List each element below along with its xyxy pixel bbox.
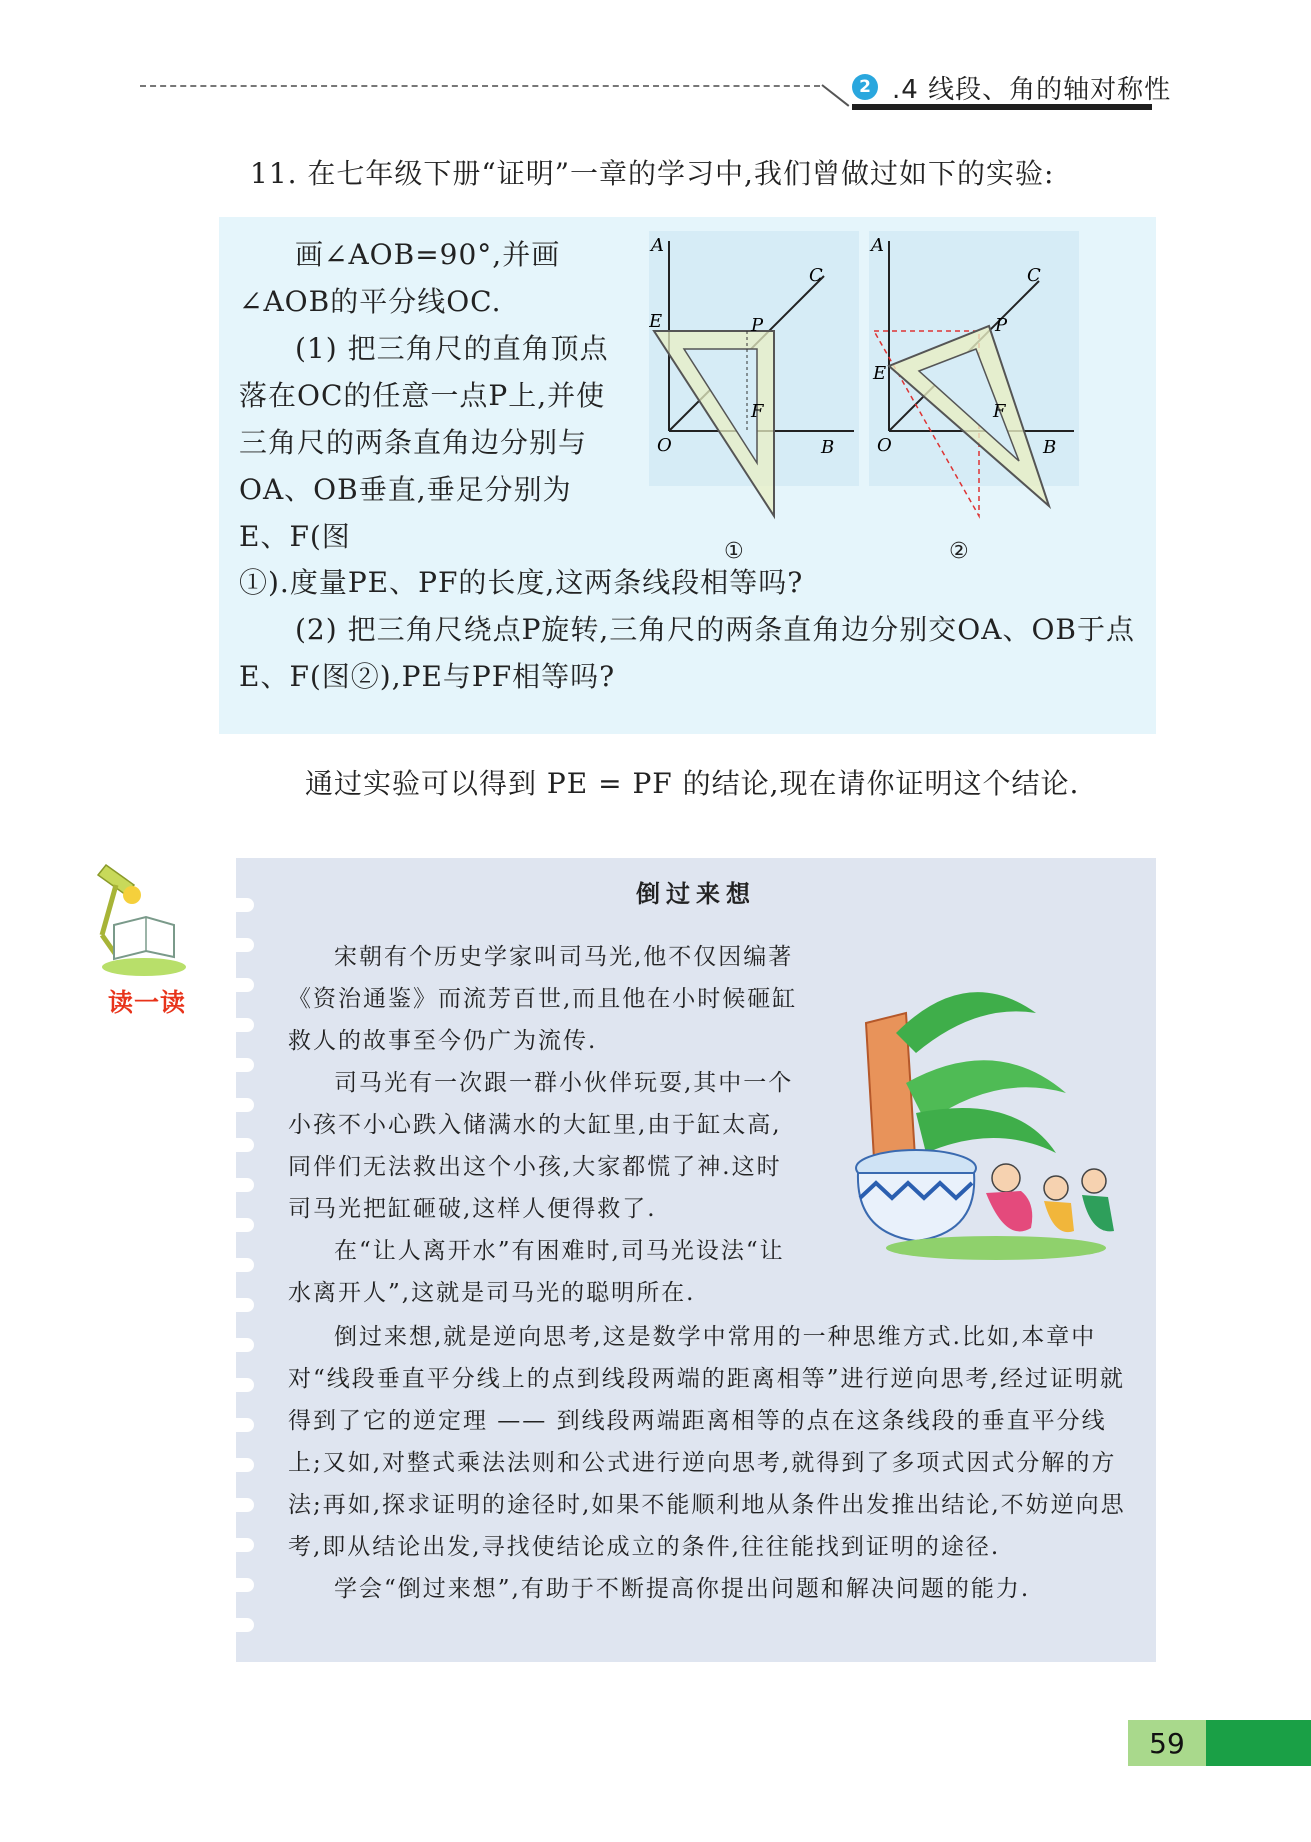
problem-intro: 11. 在七年级下册“证明”一章的学习中,我们曾做过如下的实验: xyxy=(250,157,1055,190)
chapter-badge: 2 xyxy=(852,74,878,100)
notebook-punch xyxy=(226,1138,254,1152)
notebook-punch xyxy=(226,1018,254,1032)
notebook-punch xyxy=(226,1378,254,1392)
fig2-label-b: B xyxy=(1043,437,1057,458)
header-dashed-rule xyxy=(140,85,820,87)
fig1-label-e: E xyxy=(649,311,663,332)
notebook-punch xyxy=(226,1618,254,1632)
notebook-punch xyxy=(226,1418,254,1432)
story-wide xyxy=(288,1316,1128,1610)
experiment-text-full xyxy=(239,559,1139,700)
figure-1-label: ① xyxy=(724,539,744,564)
fig2-label-o: O xyxy=(877,435,892,456)
part1-text-end: ①).度量PE、PF的长度,这两条线段相等吗? xyxy=(239,566,804,599)
fig1-label-p: P xyxy=(751,315,764,336)
reading-box xyxy=(236,858,1156,1662)
story-paragraph: 在“让人离开水”有困难时,司马光设法“让水离开人”,这就是司马光的聪明所在. xyxy=(288,1238,785,1306)
reading-title: 倒过来想 xyxy=(636,880,756,908)
read-label: 读一读 xyxy=(108,988,187,1017)
notebook-punch xyxy=(226,1218,254,1232)
figures-svg xyxy=(649,231,1089,591)
notebook-punch xyxy=(226,1458,254,1472)
story-paragraph: 倒过来想,就是逆向思考,这是数学中常用的一种思维方式.比如,本章中对“线段垂直平分线上的点到线段两端的距离相等”进行逆向思考,经过证明就得到了它的逆定理 —— 到线段两端距离相等的点在这条线段的垂直平分线上;又如,对整式乘法法则和公式进行逆向思考,就得到了多项式因式分解的方法;再如,探求证明的途径时,如果不能顺利地从条件出发推出结论,不妨逆向思考,即从结论出发,寻找使结论成立的条件,往往能找到证明的途径. xyxy=(288,1324,1126,1560)
draw-instruction: 画∠AOB=90°,并画∠AOB的平分线OC. xyxy=(239,238,561,318)
fig2-label-f: F xyxy=(993,401,1006,422)
notebook-punch xyxy=(226,1298,254,1312)
fig2-label-e: E xyxy=(873,363,887,384)
fig1-label-c: C xyxy=(809,265,823,286)
notebook-punch xyxy=(226,1578,254,1592)
notebook-punch xyxy=(226,1538,254,1552)
part1-text: (1) 把三角尺的直角顶点落在OC的任意一点P上,并使三角尺的两条直角边分别与OA、OB垂直,垂足分别为E、F(图 xyxy=(239,332,609,553)
part2-text: (2) 把三角尺绕点P旋转,三角尺的两条直角边分别交OA、OB于点E、F(图②),PE与PF相等吗? xyxy=(239,613,1136,693)
notebook-punch xyxy=(226,978,254,992)
notebook-punch xyxy=(226,1178,254,1192)
fig1-label-f: F xyxy=(751,401,764,422)
notebook-punch xyxy=(226,1098,254,1112)
lamp-book-icon xyxy=(76,855,196,989)
page-number-bar xyxy=(1206,1720,1311,1766)
fig1-label-o: O xyxy=(657,435,672,456)
notebook-punch xyxy=(226,1338,254,1352)
figure-2-label: ② xyxy=(949,539,969,564)
story-paragraph: 司马光有一次跟一群小伙伴玩耍,其中一个小孩不小心跌入储满水的大缸里,由于缸太高,同伴们无法救出这个小孩,大家都慌了神.这时司马光把缸砸破,这样人便得救了. xyxy=(288,1070,794,1222)
fig2-label-a: A xyxy=(871,235,884,256)
experiment-box xyxy=(219,217,1156,734)
section-header xyxy=(852,70,1171,104)
experiment-text-left xyxy=(239,231,619,560)
header-slant-rule xyxy=(821,84,849,107)
fig1-label-b: B xyxy=(821,437,835,458)
notebook-punch xyxy=(226,1058,254,1072)
fig1-label-a: A xyxy=(651,235,664,256)
section-title: .4 线段、角的轴对称性 xyxy=(892,74,1172,105)
story-narrow xyxy=(288,936,798,1314)
conclusion-text: 通过实验可以得到 PE = PF 的结论,现在请你证明这个结论. xyxy=(305,767,1080,800)
notebook-punch xyxy=(226,1498,254,1512)
notebook-punch xyxy=(226,938,254,952)
fig2-label-c: C xyxy=(1027,265,1041,286)
story-paragraph: 宋朝有个历史学家叫司马光,他不仅因编著《资治通鉴》而流芳百世,而且他在小时候砸缸救人的故事至今仍广为流传. xyxy=(288,944,798,1054)
sima-guang-illustration xyxy=(846,973,1136,1267)
story-paragraph: 学会“倒过来想”,有助于不断提高你提出问题和解决问题的能力. xyxy=(334,1576,1031,1602)
header-bar xyxy=(852,104,1152,110)
fig2-label-p: P xyxy=(995,315,1008,336)
notebook-punch xyxy=(226,1258,254,1272)
page-number: 59 xyxy=(1149,1726,1185,1760)
experiment-figures xyxy=(649,231,1089,595)
